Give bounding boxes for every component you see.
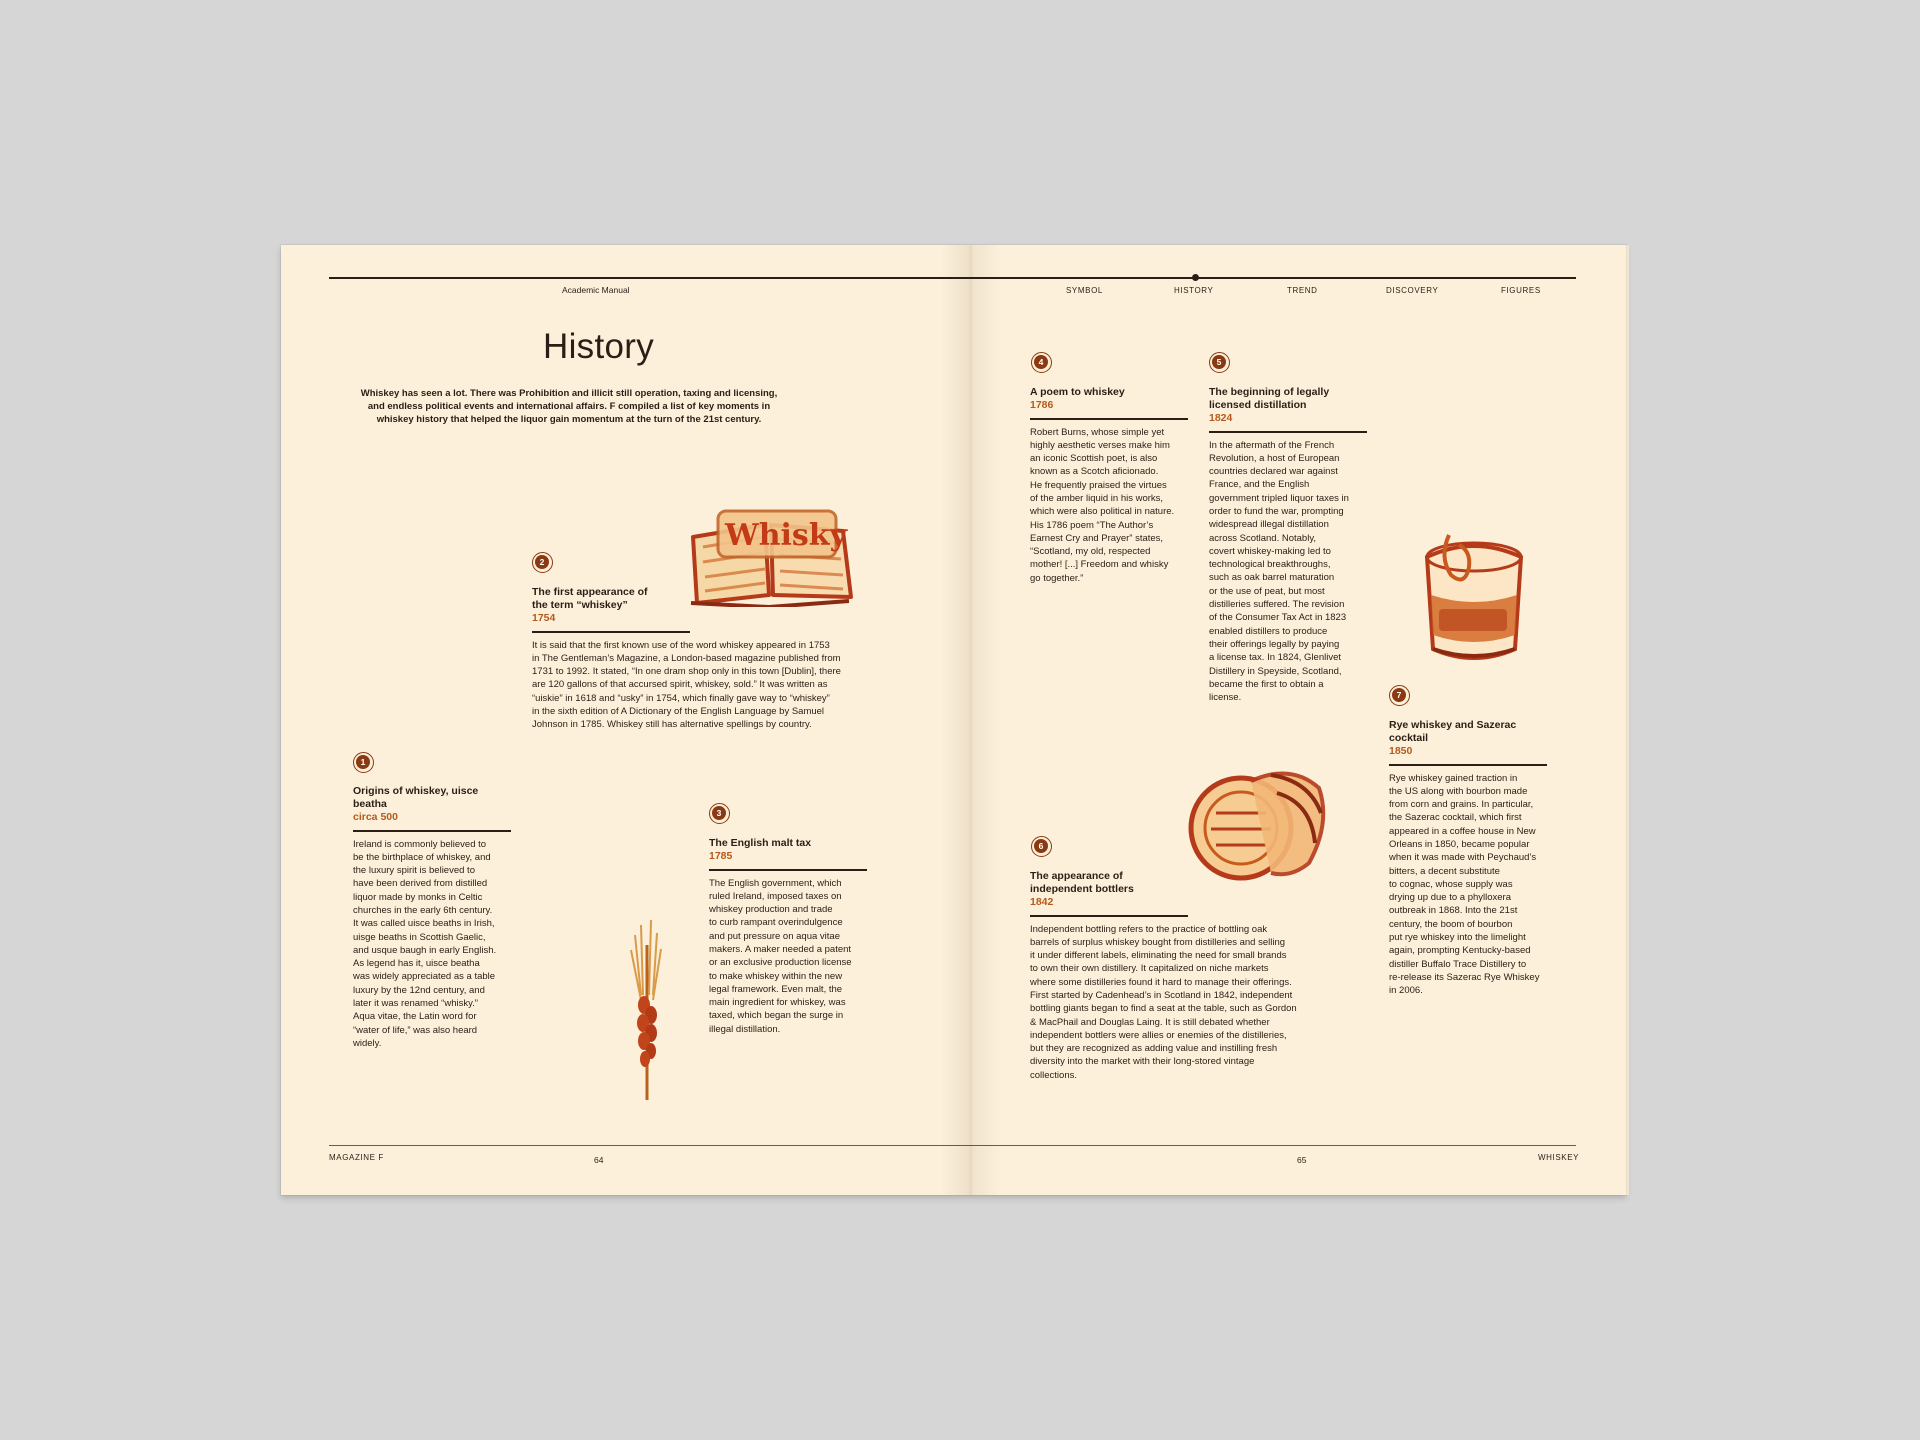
entry-title: Origins of whiskey, uisce beatha bbox=[353, 785, 479, 810]
book-word: Whisky bbox=[725, 518, 848, 553]
entry-malt-tax bbox=[709, 837, 879, 1036]
entry-year: 1754 bbox=[532, 612, 556, 624]
footer-page-right: 65 bbox=[1297, 1155, 1307, 1165]
entry-number-badge: 3 bbox=[709, 803, 730, 824]
nav-discovery[interactable]: DISCOVERY bbox=[1386, 286, 1439, 295]
entry-body: Rye whiskey gained traction in the US along with bourbon made from corn and grains. In particular, the Sazerac cocktail, which first appeared in a coffee house in New Orleans in 1850, became popular when it was made with Peychaud’s bitters, a decent substitute to cognac, whose supply was drying up due to a phylloxera outbreak in 1868. Into the 21st century, the boom of bourbon put rye whiskey into the limelight again, prompting Kentucky-based distiller Buffalo Trace Distillery to re-release its Sazerac Rye Whiskey in 2006. bbox=[1389, 772, 1540, 997]
entry-licensed-distillation bbox=[1209, 386, 1384, 704]
entry-title: Rye whiskey and Sazerac cocktail bbox=[1389, 719, 1517, 744]
entry-number-badge: 2 bbox=[532, 552, 553, 573]
entry-rule bbox=[709, 869, 867, 871]
entry-body: Robert Burns, whose simple yet highly aesthetic verses make him an iconic Scottish poet, is also known as a Scotch aficionado. He frequently praised the virtues of the amber liquid in his works, which were also political in nature. His 1786 poem “The Author’s Earnest Cry and Prayer” states, “Scotland, my old, respected mother! [...] Freedom and whisky go together.” bbox=[1030, 426, 1175, 584]
nav-symbol[interactable]: SYMBOL bbox=[1066, 286, 1103, 295]
page-title: History bbox=[543, 327, 654, 366]
entry-title: The beginning of legally licensed distillation bbox=[1209, 386, 1330, 411]
nav-figures[interactable]: FIGURES bbox=[1501, 286, 1541, 295]
entry-year: 1842 bbox=[1030, 896, 1054, 908]
intro-line: whiskey history that helped the liquor gain momentum at the turn of the 21st century. bbox=[376, 414, 762, 425]
footer-section: WHISKEY bbox=[1538, 1153, 1580, 1162]
wheat-illustration-icon bbox=[611, 905, 681, 1110]
entry-title: A poem to whiskey bbox=[1030, 386, 1125, 398]
entry-rule bbox=[1209, 431, 1367, 433]
whisky-glass-illustration-icon bbox=[1409, 517, 1539, 672]
entry-rye-sazerac bbox=[1389, 719, 1569, 998]
entry-body: Independent bottling refers to the practice of bottling oak barrels of surplus whiskey bought from distilleries and selling it under different labels, eliminating the need for small brands to own their own distillery. It capitalized on niche markets where some distilleries found it hard to manage their offerings. First started by Cadenhead’s in Scotland in 1842, independent bottling giants began to find a seat at the table, such as Gordon & MacPhail and Douglas Laing. It is still debated whether independent bottlers were allies or enemies of the distilleries, but they are recognized as adding value and instilling fresh diversity into the market with their long-stored vintage collections. bbox=[1030, 923, 1297, 1081]
entry-year: circa 500 bbox=[353, 811, 398, 823]
intro-line: Whiskey has seen a lot. There was Prohibition and illicit still operation, taxing and licensing, bbox=[360, 388, 778, 399]
entry-title: The English malt tax bbox=[709, 837, 812, 849]
intro-text bbox=[349, 387, 789, 426]
footer-rule bbox=[329, 1145, 1576, 1146]
nav-history[interactable]: HISTORY bbox=[1174, 286, 1214, 295]
footer-page-left: 64 bbox=[594, 1155, 604, 1165]
entry-rule bbox=[1030, 418, 1188, 420]
entry-number-badge: 1 bbox=[353, 752, 374, 773]
entry-rule bbox=[353, 830, 511, 832]
entry-year: 1785 bbox=[709, 850, 733, 862]
entry-number-badge: 6 bbox=[1031, 836, 1052, 857]
entry-rule bbox=[1030, 915, 1188, 917]
entry-year: 1786 bbox=[1030, 399, 1054, 411]
header-rule bbox=[329, 277, 1576, 279]
entry-number-badge: 5 bbox=[1209, 352, 1230, 373]
entry-rule bbox=[1389, 764, 1547, 766]
entry-body: Ireland is commonly believed to be the birthplace of whiskey, and the luxury spirit is believed to have been derived from distilled liquor made by monks in Celtic churches in the early 6th century. It was called uisce beaths in Irish, uisge beaths in Scottish Gaelic, and usque baugh in early English. As legend has it, uisce beatha was widely appreciated as a table luxury by the 12nd century, and later it was renamed “whisky.” Aqua vitae, the Latin word for “water of life,” was also heard widely. bbox=[353, 838, 497, 1049]
entry-poem bbox=[1030, 386, 1205, 585]
entry-body: It is said that the first known use of the word whiskey appeared in 1753 in The Gentleman’s Magazine, a London-based magazine published from 1731 to 1992. It stated, “In one dram shop only in this town [Dublin], there are 120 gallons of that accursed spirit, whiskey, sold.” It was written as “uiskie” in 1618 and “usky” in 1754, which finally gave way to “whiskey” in the sixth edition of A Dictionary of the English Language by Samuel Johnson in 1785. Whiskey still has alternative spellings by country. bbox=[532, 639, 841, 731]
nav-trend[interactable]: TREND bbox=[1287, 286, 1318, 295]
entry-independent-bottlers bbox=[1030, 870, 1370, 1082]
header-section-label: Academic Manual bbox=[562, 285, 630, 295]
entry-year: 1850 bbox=[1389, 745, 1413, 757]
magazine-spread bbox=[281, 245, 1626, 1195]
entry-year: 1824 bbox=[1209, 412, 1233, 424]
entry-title: The appearance of independent bottlers bbox=[1030, 870, 1134, 895]
entry-body: In the aftermath of the French Revolution, a host of European countries declared war against France, and the English government tripled liquor taxes in order to fund the war, prompting widespread illegal distillation across Scotland. Notably, covert whiskey-making led to technological breakthroughs, such as oak barrel maturation or the use of peat, but most distilleries suffered. The revision of the Consumer Tax Act in 1823 enabled distillers to produce their offerings legally by paying a license tax. In 1824, Glenlivet Distillery in Speyside, Scotland, became the first to obtain a license. bbox=[1209, 439, 1349, 704]
intro-line: and endless political events and international affairs. F compiled a list of key moments in bbox=[367, 401, 771, 412]
entry-origins bbox=[353, 785, 523, 1050]
entry-title: The first appearance of the term “whiskey” bbox=[532, 586, 648, 611]
entry-number-badge: 4 bbox=[1031, 352, 1052, 373]
barrel-illustration-icon bbox=[1181, 753, 1331, 888]
footer-magazine: MAGAZINE F bbox=[329, 1153, 384, 1162]
header-active-dot bbox=[1192, 274, 1199, 281]
page-edge bbox=[1626, 245, 1629, 1195]
entry-body: The English government, which ruled Ireland, imposed taxes on whiskey production and trade to curb rampant overindulgence and put pressure on aqua vitae makers. A maker needed a patent or an exclusive production license to make whiskey within the new legal framework. Even malt, the main ingredient for whiskey, was taxed, which began the surge in illegal distillation. bbox=[709, 877, 852, 1035]
entry-number-badge: 7 bbox=[1389, 685, 1410, 706]
spine-gutter bbox=[941, 245, 1001, 1195]
book-illustration-icon bbox=[683, 507, 858, 612]
entry-rule bbox=[532, 631, 690, 633]
